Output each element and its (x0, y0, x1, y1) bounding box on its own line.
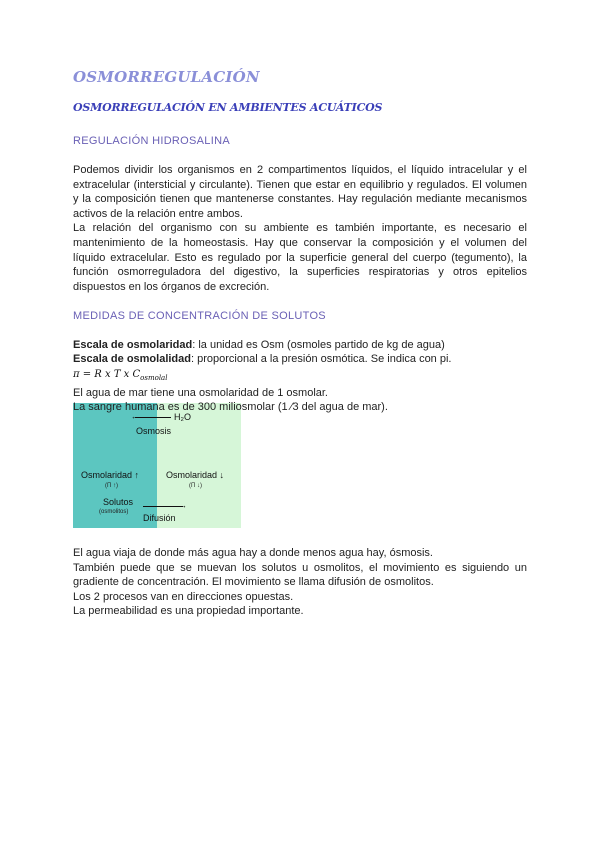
paragraph-text-1: Podemos dividir los organismos en 2 compartimentos líquidos, el líquido intracelular y el extracelular (intersticial y circulante). Tienen que estar en equilibrio y regulados. El volumen y la composición tienen que mantenerse constantes. Hay regulación mediante mecanismos activos de la relación entre ambos. (73, 164, 527, 220)
definition-osmolaridad-text: : la unidad es Osm (osmoles partido de kg de agua) (192, 339, 445, 351)
osmosis-diagram (73, 403, 241, 528)
text-sangre-humana: La sangre humana es de 300 miliosmolar (1 ⁄3 del agua de mar). (73, 401, 388, 413)
page-title: OSMORREGULACIÓN (73, 68, 260, 86)
formula-presion-osmotica (73, 369, 167, 382)
text-permeabilidad: La permeabilidad es una propiedad importante. (73, 605, 304, 618)
difusion-arrow-line (143, 506, 183, 507)
formula-main: π = R x T x C (73, 369, 141, 380)
text-direcciones: Los 2 procesos van en direcciones opuestas. (73, 590, 294, 603)
definition-osmolaridad (73, 339, 445, 351)
text-agua-mar: El agua de mar tiene una osmolaridad de 1 osmolar. (73, 387, 328, 399)
paragraph-compartimentos (73, 163, 527, 294)
label-pi-alta: (Π ↑) (105, 483, 118, 489)
page-subtitle: OSMORREGULACIÓN EN AMBIENTES ACUÁTICOS (73, 101, 383, 114)
h2o-arrow-head: ← (131, 412, 139, 421)
label-h2o: H₂O (174, 412, 191, 422)
label-osmolitos: (osmolitos) (99, 509, 129, 515)
label-solutos: Solutos (103, 497, 134, 507)
label-osmosis: Osmosis (136, 426, 172, 436)
text-osmosis: El agua viaja de donde más agua hay a donde menos agua hay, ósmosis. (73, 547, 433, 559)
label-difusion: Difusión (143, 513, 176, 523)
term-osmolaridad: Escala de osmolaridad (73, 339, 193, 351)
label-osmolaridad-baja: Osmolaridad ↓ (166, 470, 225, 480)
definition-osmolalidad (73, 353, 451, 365)
label-pi-baja: (Π ↓) (189, 483, 202, 489)
paragraph-osmosis (73, 546, 527, 619)
definition-osmolalidad-text: : proporcional a la presión osmótica. Se indica con pi. (191, 353, 452, 365)
section-heading-medidas: MEDIDAS DE CONCENTRACIÓN DE SOLUTOS (73, 310, 326, 322)
h2o-arrow-line (135, 417, 171, 418)
text-difusion: También puede que se muevan los solutos u osmolitos, el movimiento es siguiendo un gradiente de concentración. El movimiento se llama difusión de osmolitos. (73, 561, 527, 589)
section-heading-regulacion: REGULACIÓN HIDROSALINA (73, 135, 230, 147)
paragraph-text-2: La relación del organismo con su ambiente es también importante, es necesario el mantenimiento de la homeostasis. Hay que conservar la composición y el volumen del líquido extracelular. Esto es regulado por la superficie general del cuerpo (tegumento), la función osmorreguladora del digestivo, la superficies respiratorias y otros epitelios dispuestos en los órganos de excreción. (73, 222, 527, 293)
formula-subscript: osmolal (140, 374, 168, 382)
term-osmolalidad: Escala de osmolalidad (73, 353, 191, 365)
difusion-arrow-head: → (179, 501, 187, 510)
label-osmolaridad-alta: Osmolaridad ↑ (81, 470, 140, 480)
